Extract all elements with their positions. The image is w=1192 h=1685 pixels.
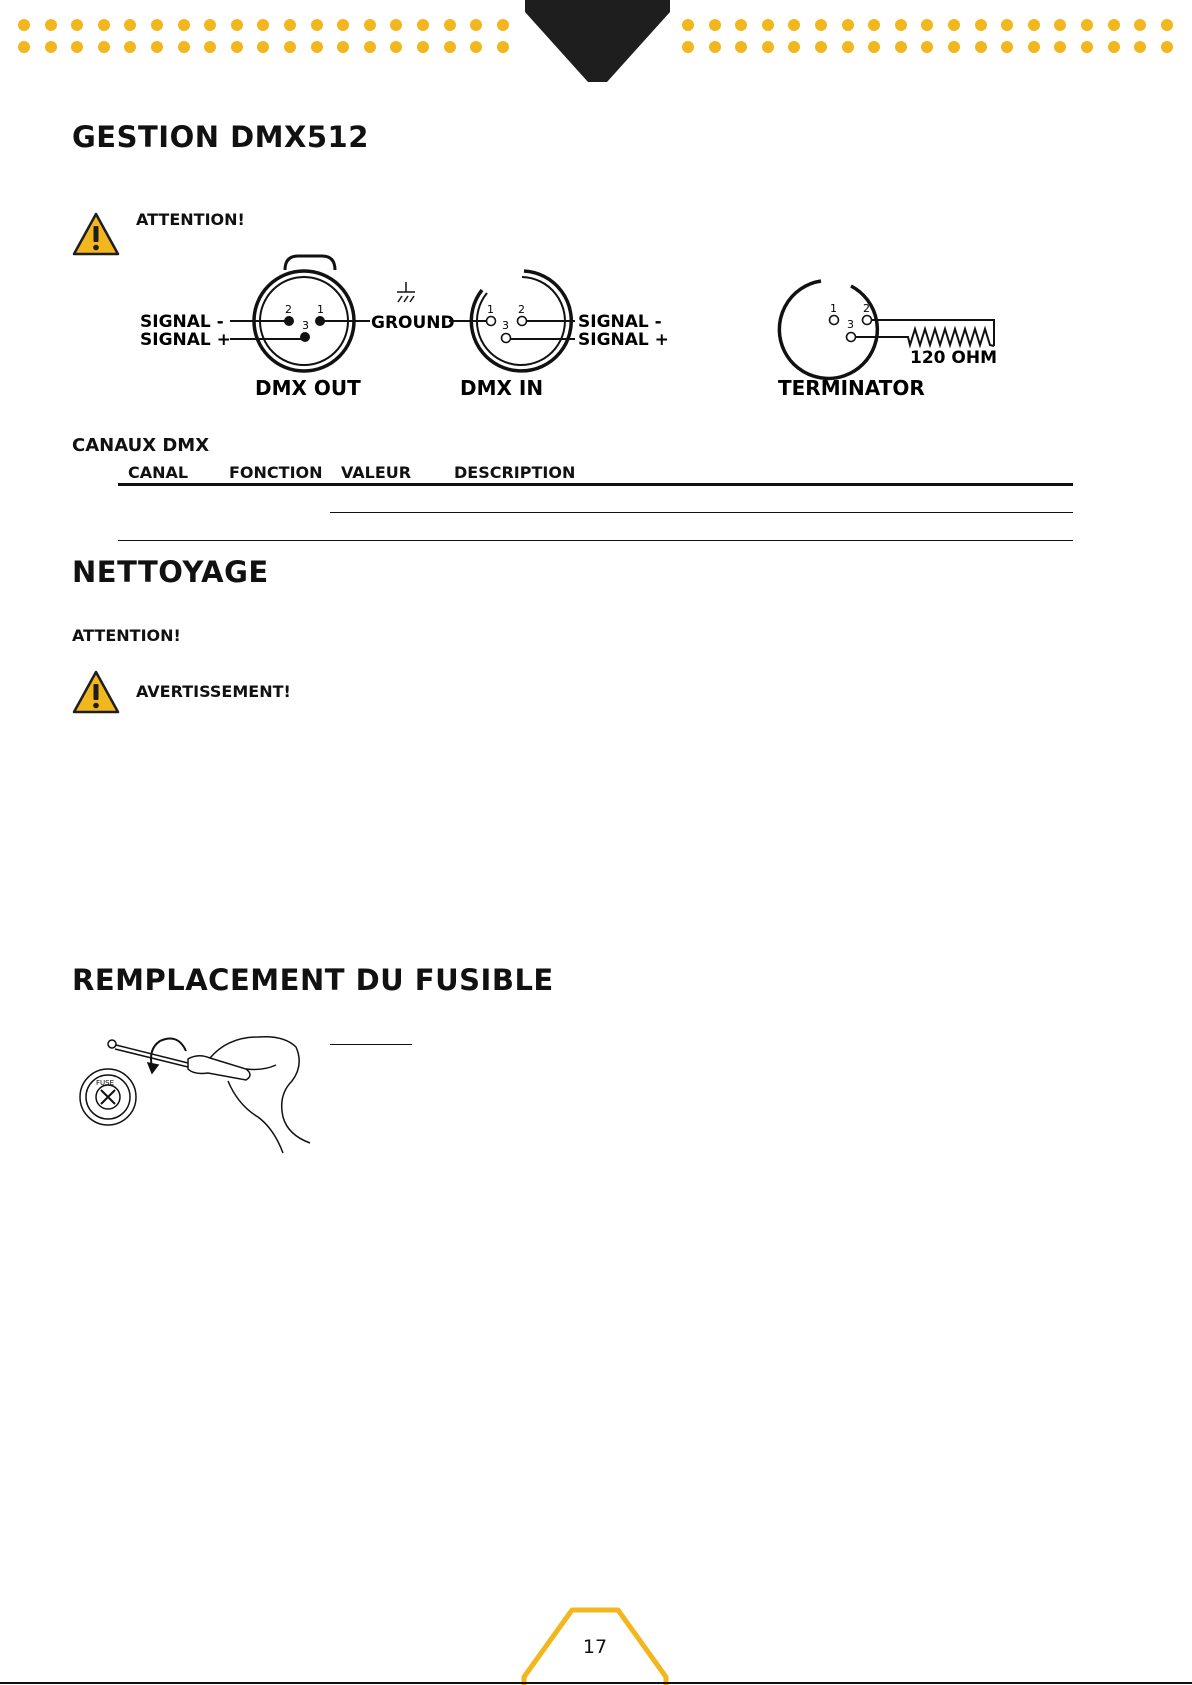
header-dot <box>762 19 774 31</box>
header-dot <box>868 41 880 53</box>
header-dot <box>921 19 933 31</box>
header-dot <box>682 19 694 31</box>
table-header-rule <box>118 483 1073 486</box>
section-title-fuse: REMPLACEMENT DU FUSIBLE <box>72 963 554 997</box>
header-dot <box>842 19 854 31</box>
header-dot <box>975 19 987 31</box>
header-dot <box>71 41 83 53</box>
header-dot <box>735 19 747 31</box>
header-chevron-icon <box>525 0 670 84</box>
header-dot <box>497 19 509 31</box>
dmx-in-signal-minus-label: SIGNAL - <box>578 312 662 332</box>
terminator-connector <box>779 281 877 378</box>
header-dot <box>1081 19 1093 31</box>
header-dot <box>390 19 402 31</box>
header-dot <box>1081 41 1093 53</box>
header-dot <box>178 41 190 53</box>
fuse-cap-label: FUSE <box>96 1079 115 1087</box>
header-dot <box>337 19 349 31</box>
table-row-divider <box>330 512 1073 513</box>
header-dot <box>311 19 323 31</box>
header-dot <box>45 41 57 53</box>
header-dot <box>1054 19 1066 31</box>
dmx-out-connector <box>254 256 354 371</box>
header-dot <box>18 19 30 31</box>
header-dot <box>1001 19 1013 31</box>
header-dot <box>444 19 456 31</box>
header-dot <box>444 41 456 53</box>
header-dot <box>948 41 960 53</box>
cleaning-attention-label: ATTENTION! <box>72 626 181 645</box>
header-dot <box>284 19 296 31</box>
header-dot <box>45 19 57 31</box>
header-dot <box>71 19 83 31</box>
header-dot <box>98 19 110 31</box>
header-dot <box>815 19 827 31</box>
header-dot <box>151 41 163 53</box>
table-header-description: DESCRIPTION <box>454 463 576 482</box>
header-dot <box>1001 41 1013 53</box>
header-dot <box>709 41 721 53</box>
dmx-channels-title: CANAUX DMX <box>72 435 210 456</box>
header-dot <box>497 41 509 53</box>
section-title-dmx: GESTION DMX512 <box>72 120 369 154</box>
header-dot <box>417 41 429 53</box>
dmx-in-signal-plus-label: SIGNAL + <box>578 330 669 350</box>
footer-bottom-rule <box>0 1682 1192 1684</box>
header-dot <box>364 41 376 53</box>
header-dot <box>948 19 960 31</box>
header-dot <box>709 19 721 31</box>
dmx-out-pin3-label: 3 <box>302 319 309 332</box>
header-dot <box>1108 19 1120 31</box>
header-dot <box>231 19 243 31</box>
dmx-out-caption: DMX OUT <box>255 376 361 400</box>
table-header-fonction: FONCTION <box>229 463 323 482</box>
header-dot <box>257 19 269 31</box>
header-dot <box>231 41 243 53</box>
dmx-out-pin2-label: 2 <box>285 303 292 316</box>
header-dot <box>178 19 190 31</box>
cleaning-warning-label: AVERTISSEMENT! <box>136 682 291 701</box>
dmx-out-signal-plus-label: SIGNAL + <box>140 330 231 350</box>
header-dot <box>1028 41 1040 53</box>
header-dots-right <box>682 14 1182 58</box>
terminator-pin1-label: 1 <box>830 302 837 315</box>
header-dot <box>470 19 482 31</box>
header-dot <box>1134 19 1146 31</box>
dmx-in-pin3-label: 3 <box>502 319 509 332</box>
header-dot <box>868 19 880 31</box>
table-header-valeur: VALEUR <box>341 463 412 482</box>
dmx-out-signal-minus-label: SIGNAL - <box>140 312 224 332</box>
header-dot <box>788 41 800 53</box>
header-dot <box>204 41 216 53</box>
header-dot <box>895 19 907 31</box>
header-dot <box>975 41 987 53</box>
header-dot <box>1161 19 1173 31</box>
header-dot <box>1054 41 1066 53</box>
header-dot <box>682 41 694 53</box>
header-dot <box>788 19 800 31</box>
table-header-canal: CANAL <box>128 463 189 482</box>
terminator-pin2-label: 2 <box>863 302 870 315</box>
fuse-text-rule <box>330 1044 412 1045</box>
dmx-connector-diagram <box>130 250 1010 405</box>
header-dot <box>470 41 482 53</box>
header-dot <box>417 19 429 31</box>
header-dot <box>257 41 269 53</box>
header-dot <box>1161 41 1173 53</box>
header-dot <box>337 41 349 53</box>
dmx-out-pin1-label: 1 <box>317 303 324 316</box>
warning-icon <box>72 670 120 714</box>
header-dot <box>311 41 323 53</box>
dmx-in-pin2-label: 2 <box>518 303 525 316</box>
dmx-warning-label: ATTENTION! <box>136 210 245 229</box>
header-dot <box>18 41 30 53</box>
fuse-replacement-illustration <box>78 1025 318 1170</box>
page-number: 17 <box>582 1636 608 1658</box>
header-dot <box>895 41 907 53</box>
dmx-in-pin1-label: 1 <box>487 303 494 316</box>
header-dot <box>390 41 402 53</box>
header-dots-left <box>18 14 518 58</box>
header-dot <box>815 41 827 53</box>
header-dot <box>124 41 136 53</box>
warning-icon <box>72 212 120 256</box>
header-dot <box>1134 41 1146 53</box>
resistor-label: 120 OHM <box>910 348 998 368</box>
ground-symbol-icon <box>397 282 415 302</box>
header-dot <box>1028 19 1040 31</box>
header-dot <box>98 41 110 53</box>
header-dot <box>204 19 216 31</box>
header-dot <box>151 19 163 31</box>
ground-label: GROUND <box>371 313 455 333</box>
terminator-caption: TERMINATOR <box>778 376 925 400</box>
table-bottom-rule <box>118 540 1073 541</box>
header-dot <box>1108 41 1120 53</box>
header-dot <box>921 41 933 53</box>
section-title-cleaning: NETTOYAGE <box>72 555 269 589</box>
header-dot <box>735 41 747 53</box>
dmx-in-caption: DMX IN <box>460 376 544 400</box>
header-dot <box>284 41 296 53</box>
header-dot <box>762 41 774 53</box>
header-dot <box>364 19 376 31</box>
terminator-pin3-label: 3 <box>847 318 854 331</box>
header-dot <box>124 19 136 31</box>
header-dot <box>842 41 854 53</box>
